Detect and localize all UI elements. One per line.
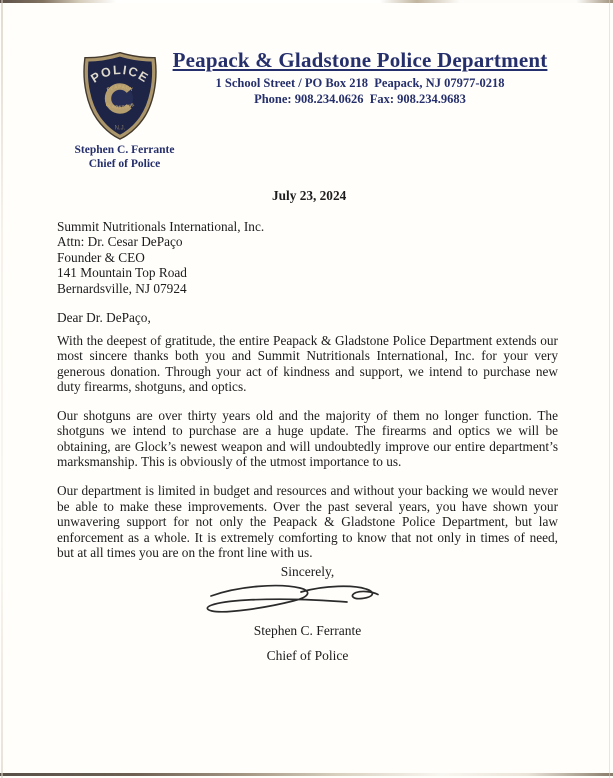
letterhead-official [52, 144, 197, 171]
signature-block [57, 564, 558, 664]
recipient-attn: Attn: Dr. Cesar DePaço [57, 234, 183, 249]
signer-title: Chief of Police [266, 648, 349, 663]
closing: Sincerely, [280, 564, 335, 579]
badge-gladstone-arc-text: GLADSTONE [105, 101, 135, 110]
letterhead [158, 48, 562, 107]
letter-body [57, 188, 558, 574]
recipient-city: Bernardsville, NJ 07924 [57, 280, 187, 296]
department-address: 1 School Street / PO Box 218 Peapack, NJ 07977-0218 [215, 76, 505, 90]
handwritten-signature [197, 581, 397, 621]
police-badge-icon [80, 52, 160, 140]
recipient-address-block [57, 219, 558, 297]
scan-edge-right [609, 0, 610, 778]
paragraph-3: Our department is limited in budget and resources and without your backing we would never be able to make these improvements. Over the past several years, you have shown your unwavering support for not only the Peapack & Gladstone Police Department, but law enforcement as a whole. It is extremely comforting to know that not only in times of need, but at all times you are on the front line with us. [57, 483, 558, 561]
scan-edge-bottom [0, 773, 613, 776]
salutation: Dear Dr. DePaço, [57, 310, 151, 325]
badge-nj-text: N.J. [114, 125, 126, 132]
official-title: Chief of Police [88, 157, 161, 170]
badge-peapack-arc-text: PEAPACK [106, 85, 134, 94]
department-title: Peapack & Gladstone Police Department [172, 48, 548, 72]
department-phone-fax: Phone: 908.234.0626 Fax: 908.234.9683 [254, 92, 466, 106]
paragraph-2: Our shotguns are over thirty years old and the majority of them no longer function. The shotguns we intend to purchase are a huge update. The firearms and optics we will be obtaining, are Glock’s newest weapon and will undoubtedly improve our entire department’s marksmanship. This is obviously of the utmost importance to us. [57, 407, 558, 470]
signer-name: Stephen C. Ferrante [253, 623, 362, 638]
official-name: Stephen C. Ferrante [74, 144, 175, 156]
recipient-street: 141 Mountain Top Road [57, 265, 187, 280]
badge-police-text: POLICE [88, 62, 152, 86]
scan-edge-top [0, 0, 613, 3]
recipient-role: Founder & CEO [57, 249, 145, 265]
recipient-company: Summit Nutritionals International, Inc. [57, 218, 265, 234]
scan-edge-left [1, 0, 3, 778]
paragraph-1: With the deepest of gratitude, the entire Peapack & Gladstone Police Department extends our most sincere thanks both you and Summit Nutritionals International, Inc. for your very generous donation. Through your act of kindness and support, we intend to purchase new duty firearms, shotguns, and optics. [57, 332, 558, 394]
letter-date: July 23, 2024 [272, 188, 347, 203]
